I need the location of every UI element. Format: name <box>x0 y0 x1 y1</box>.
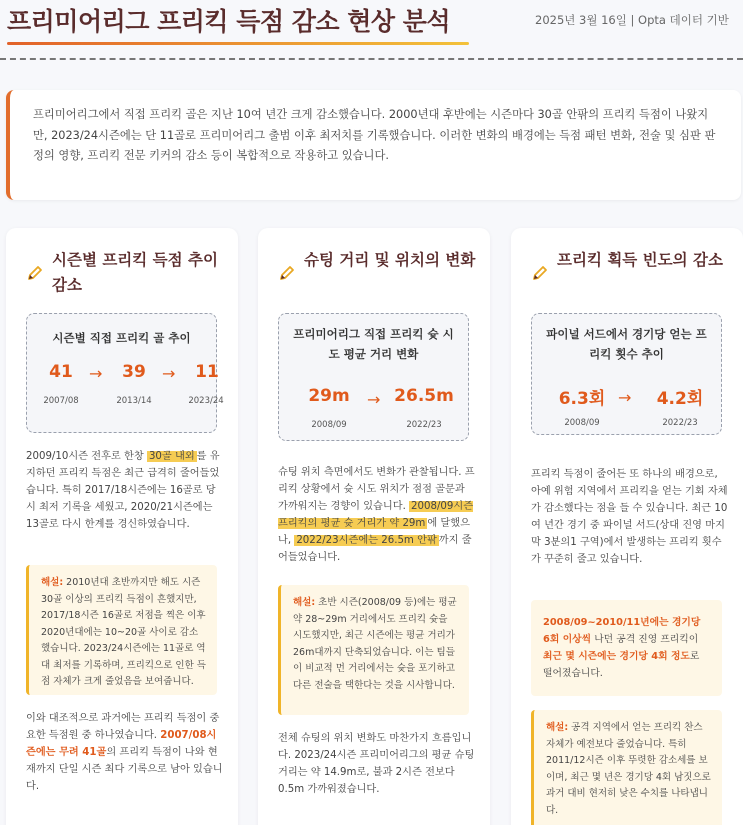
stat-label: 2008/09 <box>311 420 347 430</box>
highlight: 2022/23시즌에는 26.5m 안팎 <box>296 535 437 546</box>
paragraph <box>26 448 224 533</box>
card-title: 슈팅 거리 및 위치의 변화 <box>304 251 476 269</box>
publish-date: 2025년 3월 16일 | Opta 데이터 기반 <box>535 13 729 27</box>
text: 까지 줄어들었습니다. <box>278 535 472 563</box>
stat-value: 26.5m <box>394 386 454 406</box>
stat-label: 2008/09 <box>564 418 600 428</box>
card-freekick-frequency <box>511 228 743 825</box>
stat-label: 2022/23 <box>406 420 442 430</box>
paragraph: 전체 슈팅의 위치 변화도 마찬가지 흐름입니다. 2023/24시즌 프리미어리그의 평균 슈팅 거리는 약 14.9m로, 불과 2시즌 전보다 0.5m 가까워졌습니다. <box>278 733 475 795</box>
note-box <box>531 710 722 825</box>
stat-box <box>278 313 469 441</box>
card-shot-distance <box>258 228 490 825</box>
note-box <box>278 585 469 715</box>
text: 슈팅 위치 측면에서도 변화가 관찰됩니다. 프리킥 상황에서 슛 시도 위치가 점점 골문과 가까워지는 경향이 있습니다. <box>278 467 475 512</box>
emphasis: 최근 몇 시즌에는 경기당 4회 정도 <box>543 651 690 662</box>
text: 이와 대조적으로 과거에는 프리킥 득점이 중요한 득점원 중 하나였습니다. <box>26 713 220 741</box>
note-label: 해설: <box>41 577 64 588</box>
stat-box <box>26 313 224 433</box>
text: 2009/10시즌 전후로 한창 <box>26 451 147 462</box>
stat-label: 2023/24 <box>188 396 224 406</box>
note-text: 2010년대 초반까지만 해도 시즌 30골 이상의 프리킥 득점이 흔했지만, 2017/18시즌 16골로 저점을 찍은 이후 2020년대에는 10~20골 사이로 감소했습니다. 2023/24시즌에는 11골로 역대 최저를 기록하며, 프리킥으로 인한 득점 자체가 크게 줄었음을 보여줍니다. <box>41 577 206 687</box>
card-freekick-trend <box>6 228 238 825</box>
emphasis: 2008/09~2010/11년에는 경기당 6회 이상씩 <box>543 617 701 645</box>
stat-value: 11 <box>195 362 219 382</box>
arrow-right-icon: → <box>162 364 176 383</box>
paragraph <box>278 464 476 566</box>
text: 의 프리킥 득점이 나와 현재까지 단일 시즌 최다 기록으로 남아 있습니다. <box>26 747 223 792</box>
title-underline <box>7 42 469 45</box>
note-box <box>26 565 217 695</box>
page-title: 프리미어리그 프리킥 득점 감소 현상 분석 <box>7 7 451 36</box>
stat-box <box>531 313 722 435</box>
arrow-right-icon: → <box>367 390 381 409</box>
note-text: 공격 지역에서 얻는 프리킥 찬스 자체가 예전보다 줄었습니다. 특히 2011/12시즌 이후 뚜렷한 감소세를 보이며, 최근 몇 년은 경기당 4회 남짓으로 과거 대비 현저히 낮은 수치를 나타냅니다. <box>546 722 711 816</box>
pencil-icon <box>531 264 549 282</box>
paragraph: 프리킥 득점이 줄어든 또 하나의 배경으로, 아예 위험 지역에서 프리킥을 얻는 기회 자체가 감소했다는 점을 들 수 있습니다. 최근 10여 년간 경기 중 파이널 서드(상대 진영 마지막 3분의1 구역)에서 발생하는 프리킥 횟수가 꾸준히 줄고 있습니다. <box>531 469 728 565</box>
stat-value: 39 <box>122 362 146 382</box>
stat-value: 41 <box>49 362 73 382</box>
stat-value: 6.3회 <box>558 389 606 409</box>
pencil-icon <box>26 264 44 282</box>
note-text: 초반 시즌(2008/09 등)에는 평균 약 28~29m 거리에서도 프리킥 슛을 시도했지만, 최근 시즌에는 평균 거리가 26m대까지 단축되었습니다. 이는 팀들이 비교적 먼 거리에서는 슛을 포기하고 다른 전술을 택한다는 것을 시사합니다. <box>293 597 457 691</box>
stat-title: 파이널 서드에서 경기당 얻는 프리킥 횟수 추이 <box>546 327 707 361</box>
stat-value: 4.2회 <box>656 389 704 409</box>
stat-value: 29m <box>308 386 350 406</box>
note-label: 해설: <box>546 722 569 733</box>
note-label: 해설: <box>293 597 316 608</box>
page-header <box>0 0 743 60</box>
pencil-icon <box>278 264 296 282</box>
card-title: 시즌별 프리킥 득점 추이 감소 <box>52 251 218 294</box>
intro-summary: 프리미어리그에서 직접 프리킥 골은 지난 10여 년간 크게 감소했습니다. 2000년대 후반에는 시즌마다 30골 안팎의 프리킥 득점이 나왔지만, 2023/24시즌에는 단 11골로 프리미어리그 출범 이후 최저치를 기록했습니다. 이러한 변화의 배경에는 득점 패턴 변화, 전술 및 심판 판정의 영향, 프리킥 전문 키커의 감소 등이 복합적으로 작용하고 있습니다. <box>6 90 741 200</box>
highlight: 2008/09시즌 프리킥의 평균 슛 거리가 약 29m <box>278 501 474 529</box>
text: 로 떨어졌습니다. <box>543 651 700 679</box>
highlight-box <box>531 600 722 696</box>
highlight: 30골 내외 <box>148 451 195 462</box>
text: 에 달했으나, <box>278 518 470 546</box>
text: 나던 공격 진영 프리킥이 <box>591 634 699 645</box>
text: 를 유지하던 프리킥 득점은 최근 급격히 줄어들었습니다. 특히 2017/18시즌에는 16골로 당시 최저 기록을 세웠고, 2020/21시즌에는 13골로 다시 한계를 경신하였습니다. <box>26 451 220 530</box>
paragraph <box>26 710 224 795</box>
stat-label: 2013/14 <box>116 396 152 406</box>
stat-title: 시즌별 직접 프리킥 골 추이 <box>52 331 191 345</box>
stat-label: 2007/08 <box>43 396 79 406</box>
arrow-right-icon: → <box>89 364 103 383</box>
emphasis: 2007/08시즌에는 무려 41골 <box>26 730 217 758</box>
stat-title: 프리미어리그 직접 프리킥 슛 시도 평균 거리 변화 <box>293 327 454 361</box>
arrow-right-icon: → <box>618 388 632 407</box>
stat-label: 2022/23 <box>662 418 698 428</box>
card-title: 프리킥 획득 빈도의 감소 <box>557 251 723 269</box>
